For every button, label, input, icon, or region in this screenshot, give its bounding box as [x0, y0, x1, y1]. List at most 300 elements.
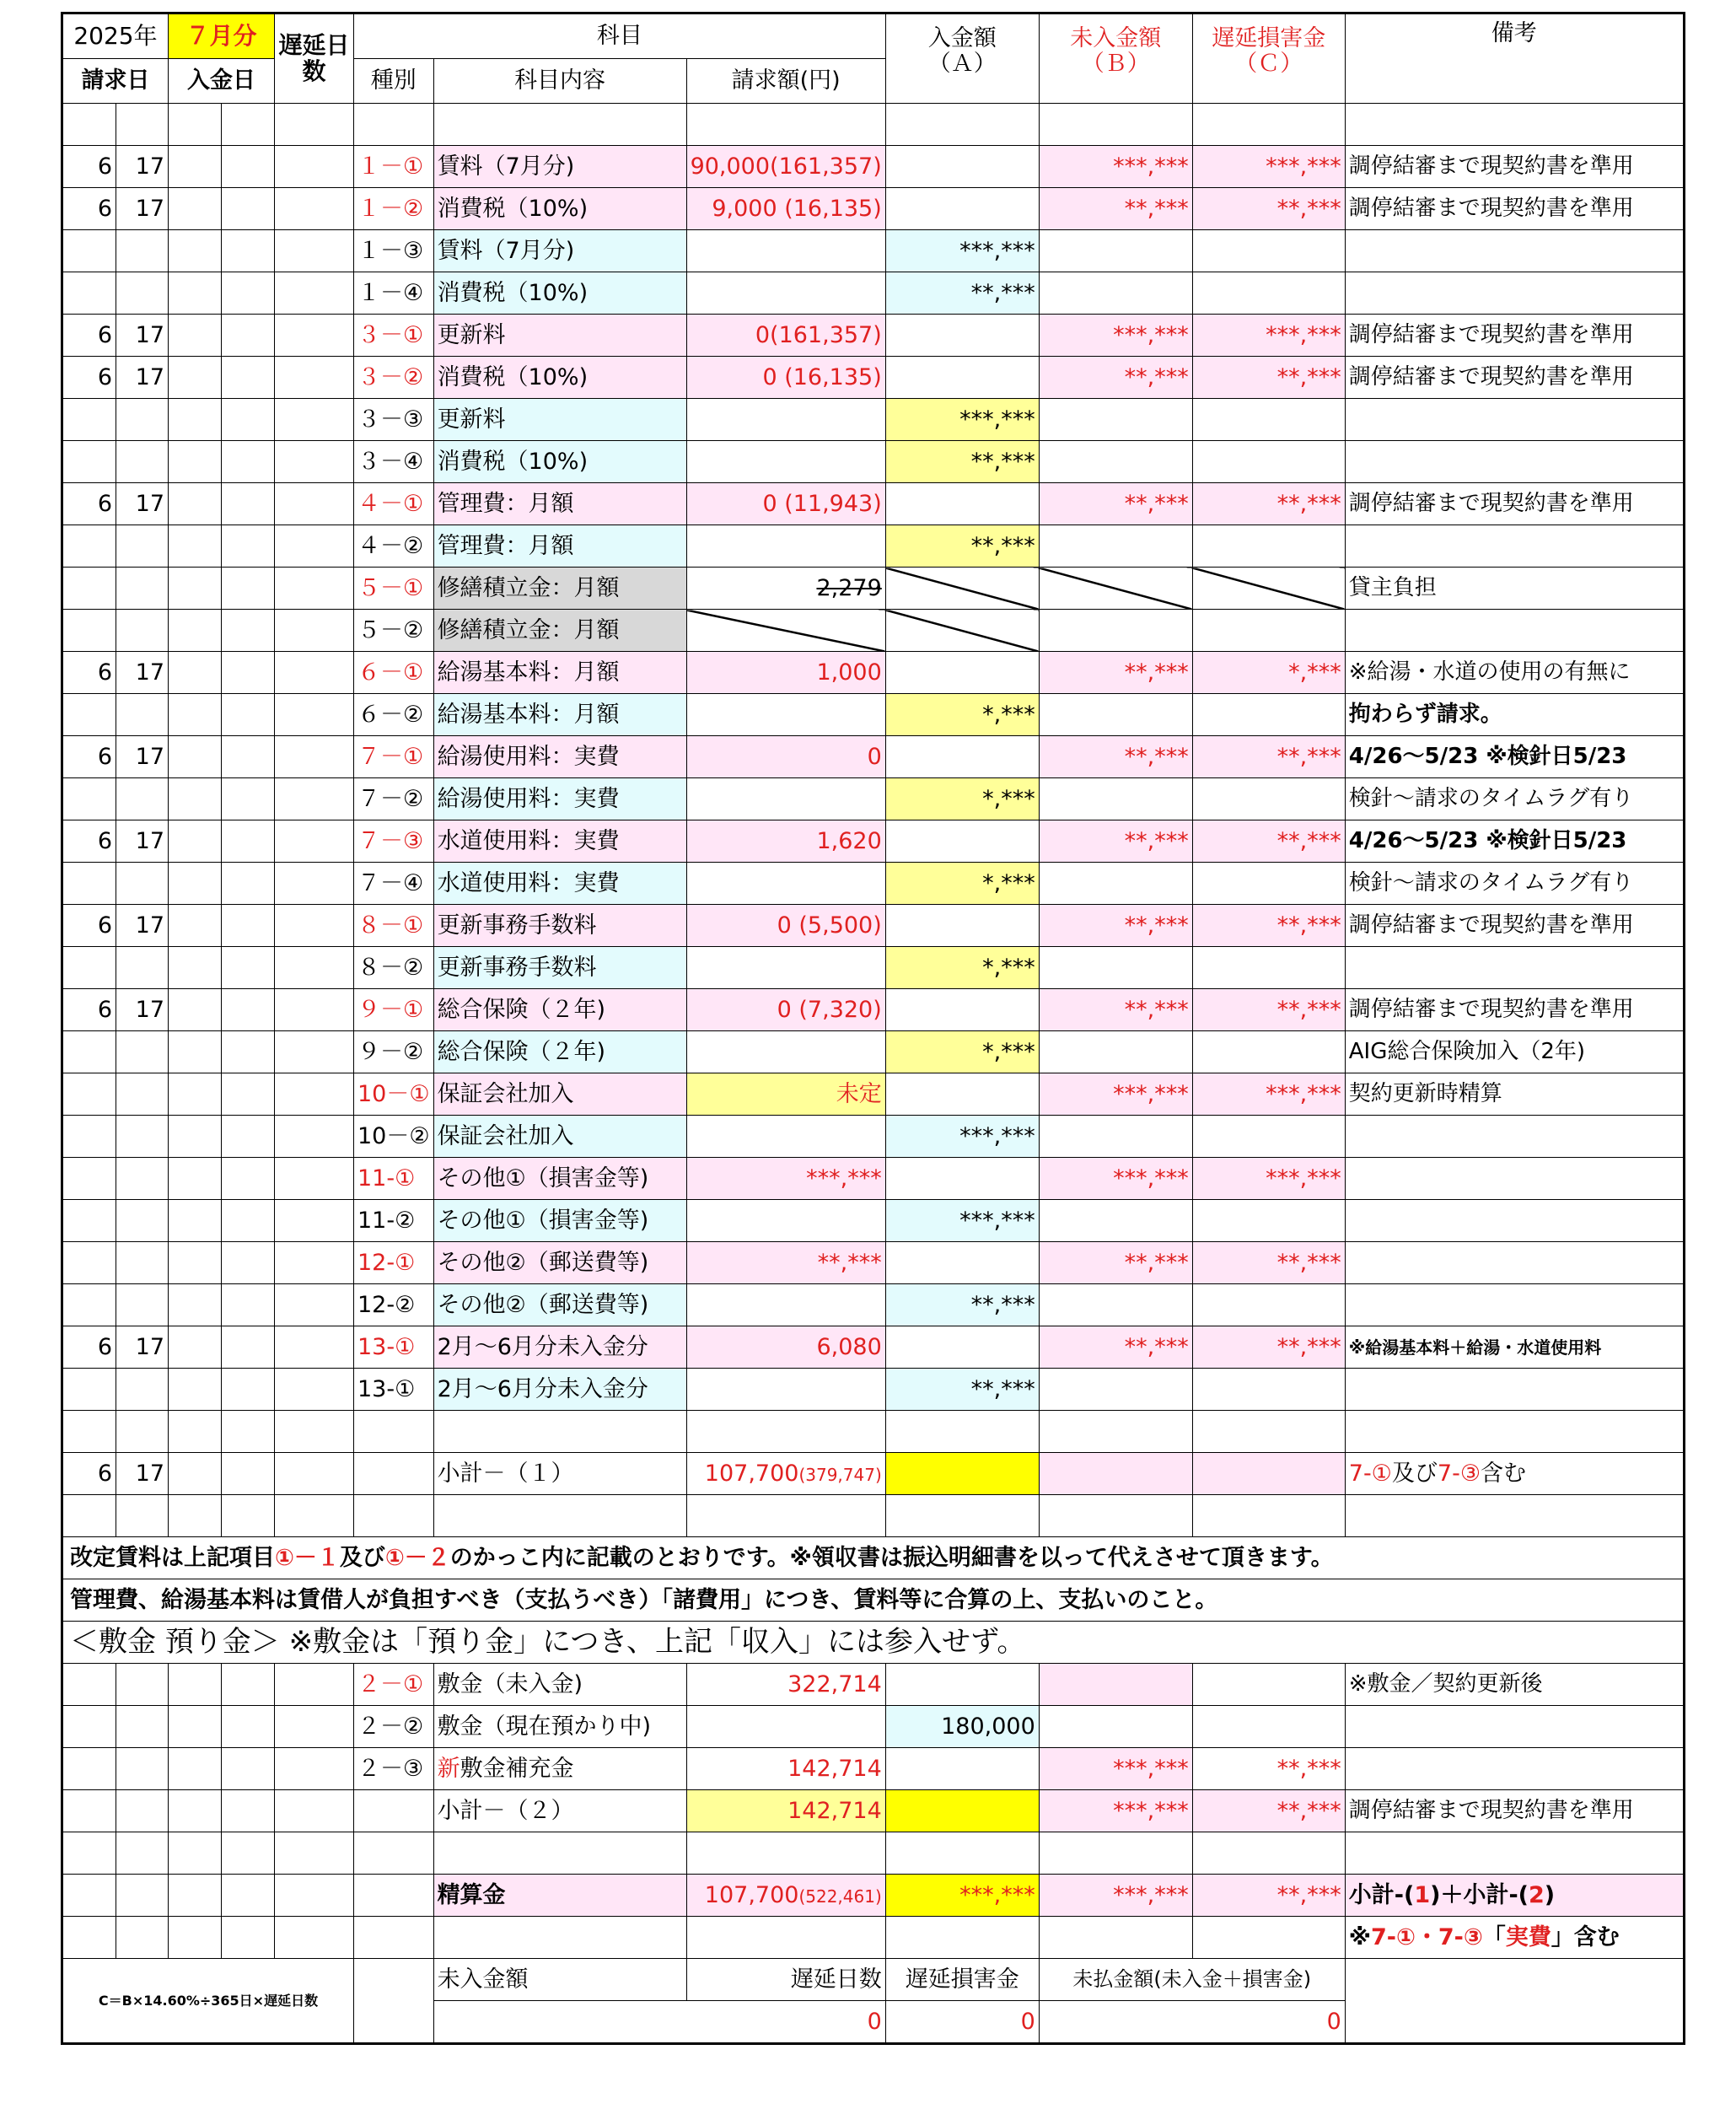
table-row	[62, 694, 1685, 736]
subtotal1-row	[62, 1453, 1685, 1495]
item-code: ４－①	[354, 483, 434, 525]
subtotal2-damage: **,***	[1192, 1790, 1345, 1832]
unpaid-amount: **,***	[1039, 1326, 1192, 1369]
billed-amount: **,***	[686, 1242, 885, 1284]
subtotal1-label: 小計－（１）	[433, 1453, 686, 1495]
unpaid-amount: **,***	[1039, 357, 1192, 399]
unpaid-amount	[1039, 947, 1192, 989]
billed-amount: ***,***	[686, 1158, 885, 1200]
item-content: 給湯使用料：実費	[433, 778, 686, 820]
subtotal2-received	[885, 1790, 1039, 1832]
deposit-received	[885, 1664, 1039, 1706]
billing-day	[116, 568, 169, 610]
row-note: 契約更新時精算	[1345, 1073, 1684, 1116]
unpaid-amount: **,***	[1039, 188, 1192, 230]
received-amount: *,***	[885, 778, 1039, 820]
table-row	[62, 188, 1685, 230]
unpaid-amount: **,***	[1039, 652, 1192, 694]
item-code: １－③	[354, 230, 434, 272]
blank-row	[62, 1495, 1685, 1537]
item-code: ８－②	[354, 947, 434, 989]
billing-month: 6	[62, 736, 116, 778]
billed-amount: 0 (16,135)	[686, 357, 885, 399]
damage-formula: C＝B×14.60%÷365日×遅延日数	[62, 1959, 354, 2044]
deposit-note	[1345, 1706, 1684, 1748]
received-amount: **,***	[885, 272, 1039, 315]
received-amount: ***,***	[885, 230, 1039, 272]
late-damage	[1192, 272, 1345, 315]
deposit-note	[1345, 1748, 1684, 1790]
item-code: 11-②	[354, 1200, 434, 1242]
item-code: 10－②	[354, 1116, 434, 1158]
item-content: 消費税（10%)	[433, 272, 686, 315]
late-damage: ***,***	[1192, 1158, 1345, 1200]
received-amount	[885, 652, 1039, 694]
amount-header: 請求額(円)	[686, 59, 885, 104]
billing-day	[116, 947, 169, 989]
delay-days-header: 遅延日数	[275, 13, 354, 104]
billing-month: 6	[62, 905, 116, 947]
table-row	[62, 736, 1685, 778]
table-row	[62, 525, 1685, 568]
table-row	[62, 1073, 1685, 1116]
billing-month	[62, 1116, 116, 1158]
item-content: 給湯基本料：月額	[433, 694, 686, 736]
billed-amount: 1,000	[686, 652, 885, 694]
footer-total-value: 0	[1039, 2001, 1345, 2044]
item-code: ３－①	[354, 315, 434, 357]
subtotal2-label: 小計－（２）	[433, 1790, 686, 1832]
item-code: ９－②	[354, 1031, 434, 1073]
table-row	[62, 441, 1685, 483]
billing-month: 6	[62, 820, 116, 863]
row-note	[1345, 441, 1684, 483]
received-amount	[885, 989, 1039, 1031]
billing-day: 17	[116, 188, 169, 230]
month-cell: ７月分	[169, 13, 275, 59]
row-note	[1345, 1242, 1684, 1284]
item-code: 10－①	[354, 1073, 434, 1116]
billing-day	[116, 1031, 169, 1073]
deposit-received	[885, 1748, 1039, 1790]
damage-header: 遅延損害金 （Ｃ）	[1192, 13, 1345, 104]
late-damage	[1192, 399, 1345, 441]
billing-month	[62, 272, 116, 315]
late-damage: **,***	[1192, 1242, 1345, 1284]
billing-month	[62, 863, 116, 905]
billing-day: 17	[116, 1326, 169, 1369]
billing-day: 17	[116, 357, 169, 399]
billing-day: 17	[116, 820, 169, 863]
billing-day: 17	[116, 652, 169, 694]
deposit-unpaid: ***,***	[1039, 1748, 1192, 1790]
blank-row	[62, 1832, 1685, 1875]
item-code: ８－①	[354, 905, 434, 947]
received-amount: **,***	[885, 1284, 1039, 1326]
deposit-received: 180,000	[885, 1706, 1039, 1748]
item-code: ７－②	[354, 778, 434, 820]
billed-amount	[686, 1284, 885, 1326]
item-code: 13-①	[354, 1369, 434, 1411]
row-note	[1345, 399, 1684, 441]
deposit-amount	[686, 1706, 885, 1748]
row-note	[1345, 1284, 1684, 1326]
row-note: 調停結審まで現契約書を準用	[1345, 989, 1684, 1031]
row-note: ※給湯基本料＋給湯・水道使用料	[1345, 1326, 1684, 1369]
footer-unpaid-label: 未入金額	[433, 1959, 686, 2001]
deposit-unpaid	[1039, 1664, 1192, 1706]
billing-month: 6	[62, 146, 116, 188]
deposit-amount: 142,714	[686, 1748, 885, 1790]
late-damage	[1192, 947, 1345, 989]
billing-day: 17	[116, 1453, 169, 1495]
billing-month: 6	[62, 357, 116, 399]
table-row	[62, 483, 1685, 525]
item-content: 管理費：月額	[433, 525, 686, 568]
item-content: 保証会社加入	[433, 1073, 686, 1116]
item-code: ４－②	[354, 525, 434, 568]
deposit-code: ２－①	[354, 1664, 434, 1706]
received-amount: *,***	[885, 694, 1039, 736]
billing-month	[62, 947, 116, 989]
settlement-amount: 107,700(522,461)	[686, 1875, 885, 1917]
received-amount	[885, 357, 1039, 399]
unpaid-amount	[1039, 778, 1192, 820]
unpaid-amount	[1039, 272, 1192, 315]
row-note: ※給湯・水道の使用の有無に	[1345, 652, 1684, 694]
billed-amount	[686, 441, 885, 483]
row-note: 4/26～5/23 ※検針日5/23	[1345, 736, 1684, 778]
item-content: 水道使用料：実費	[433, 820, 686, 863]
row-note: 拘わらず請求。	[1345, 694, 1684, 736]
billing-month	[62, 230, 116, 272]
billing-day	[116, 230, 169, 272]
table-row	[62, 1242, 1685, 1284]
billed-amount	[686, 1200, 885, 1242]
unpaid-amount	[1039, 863, 1192, 905]
item-code: 13-①	[354, 1326, 434, 1369]
deposit-item: 敷金（未入金)	[433, 1664, 686, 1706]
billing-day	[116, 694, 169, 736]
billing-month	[62, 568, 116, 610]
billing-day	[116, 441, 169, 483]
unpaid-amount: ***,***	[1039, 315, 1192, 357]
late-damage	[1192, 568, 1345, 610]
billing-day: 17	[116, 146, 169, 188]
billing-day	[116, 1284, 169, 1326]
billing-month	[62, 1073, 116, 1116]
subtotal1-amount: 107,700(379,747)	[686, 1453, 885, 1495]
received-amount: ***,***	[885, 1116, 1039, 1158]
billing-day: 17	[116, 483, 169, 525]
deposit-code: ２－③	[354, 1748, 434, 1790]
item-code: １－①	[354, 146, 434, 188]
item-code: 11-①	[354, 1158, 434, 1200]
item-code: ７－④	[354, 863, 434, 905]
item-content: 賃料（7月分)	[433, 230, 686, 272]
late-damage: ***,***	[1192, 1073, 1345, 1116]
item-code: １－②	[354, 188, 434, 230]
footer-unpaid-value: 0	[433, 2001, 885, 2044]
table-row	[62, 230, 1685, 272]
table-row	[62, 989, 1685, 1031]
unpaid-amount	[1039, 694, 1192, 736]
received-amount	[885, 1242, 1039, 1284]
message-row-3	[62, 1622, 1685, 1664]
received-amount: ***,***	[885, 399, 1039, 441]
deposit-amount: 322,714	[686, 1664, 885, 1706]
billing-day	[116, 778, 169, 820]
table-row	[62, 905, 1685, 947]
late-damage: **,***	[1192, 483, 1345, 525]
row-note: 調停結審まで現契約書を準用	[1345, 146, 1684, 188]
billing-day	[116, 1073, 169, 1116]
unpaid-amount	[1039, 1200, 1192, 1242]
unpaid-amount	[1039, 230, 1192, 272]
billing-month: 6	[62, 652, 116, 694]
billed-amount	[686, 694, 885, 736]
billed-amount	[686, 272, 885, 315]
billed-amount: 0 (11,943)	[686, 483, 885, 525]
footer-total-label: 未払金額(未入金＋損害金)	[1039, 1959, 1345, 2001]
table-row	[62, 315, 1685, 357]
billed-amount: 0(161,357)	[686, 315, 885, 357]
billing-day	[116, 1116, 169, 1158]
billing-month	[62, 778, 116, 820]
footer-damage-value: 0	[885, 2001, 1039, 2044]
late-damage: **,***	[1192, 1326, 1345, 1369]
item-code: ９－①	[354, 989, 434, 1031]
item-content: 2月～6月分未入金分	[433, 1326, 686, 1369]
billing-month	[62, 1284, 116, 1326]
payment-day-header: 入金日	[169, 59, 275, 104]
item-code: ３－④	[354, 441, 434, 483]
content-header: 科目内容	[433, 59, 686, 104]
late-damage	[1192, 778, 1345, 820]
billing-day: 17	[116, 989, 169, 1031]
message-row-2	[62, 1579, 1685, 1622]
unpaid-amount	[1039, 1369, 1192, 1411]
unpaid-amount	[1039, 441, 1192, 483]
late-damage	[1192, 610, 1345, 652]
late-damage: **,***	[1192, 188, 1345, 230]
billed-amount	[686, 863, 885, 905]
unpaid-amount: **,***	[1039, 483, 1192, 525]
item-content: その他②（郵送費等)	[433, 1242, 686, 1284]
billing-month: 6	[62, 1453, 116, 1495]
billed-amount: 90,000(161,357)	[686, 146, 885, 188]
billed-amount: 9,000 (16,135)	[686, 188, 885, 230]
settlement-damage: **,***	[1192, 1875, 1345, 1917]
late-damage: *,***	[1192, 652, 1345, 694]
year-cell: 2025年	[62, 13, 169, 59]
message-line-2: 管理費、給湯基本料は賃借人が負担すべき（支払うべき）「諸費用」につき、賃料等に合算の上、支払いのこと。	[62, 1579, 1685, 1622]
unpaid-amount: **,***	[1039, 1242, 1192, 1284]
row-note: 調停結審まで現契約書を準用	[1345, 905, 1684, 947]
row-note: 貸主負担	[1345, 568, 1684, 610]
late-damage: **,***	[1192, 357, 1345, 399]
item-content: 消費税（10%)	[433, 441, 686, 483]
row-note	[1345, 1116, 1684, 1158]
item-content: 修繕積立金：月額	[433, 610, 686, 652]
billed-amount	[686, 399, 885, 441]
late-damage: **,***	[1192, 905, 1345, 947]
billed-amount	[686, 525, 885, 568]
billing-day	[116, 1369, 169, 1411]
row-note	[1345, 947, 1684, 989]
settlement-received: ***,***	[885, 1875, 1039, 1917]
billing-day	[116, 1242, 169, 1284]
late-damage: **,***	[1192, 736, 1345, 778]
deposit-damage	[1192, 1706, 1345, 1748]
billing-day	[116, 272, 169, 315]
table-row	[62, 947, 1685, 989]
table-row	[62, 778, 1685, 820]
late-damage	[1192, 694, 1345, 736]
footer-damage-label: 遅延損害金	[885, 1959, 1039, 2001]
billing-month	[62, 525, 116, 568]
item-content: 総合保険（２年)	[433, 1031, 686, 1073]
unpaid-amount	[1039, 610, 1192, 652]
late-damage: **,***	[1192, 989, 1345, 1031]
billing-day	[116, 1158, 169, 1200]
item-code: ７－①	[354, 736, 434, 778]
late-damage	[1192, 1031, 1345, 1073]
received-amount	[885, 610, 1039, 652]
received-amount	[885, 820, 1039, 863]
billing-month	[62, 1031, 116, 1073]
subtotal1-note: 7-①及び7-③含む	[1345, 1453, 1684, 1495]
row-note: 調停結審まで現契約書を準用	[1345, 315, 1684, 357]
late-damage: ***,***	[1192, 146, 1345, 188]
billing-month	[62, 1369, 116, 1411]
received-amount	[885, 483, 1039, 525]
settlement-row	[62, 1875, 1685, 1917]
received-header: 入金額 （Ａ）	[885, 13, 1039, 104]
blank-row	[62, 1411, 1685, 1453]
unpaid-amount	[1039, 1284, 1192, 1326]
table-row	[62, 1158, 1685, 1200]
notes-header: 備考	[1345, 13, 1684, 104]
table-row	[62, 357, 1685, 399]
deposit-row	[62, 1748, 1685, 1790]
row-note	[1345, 272, 1684, 315]
row-note	[1345, 1158, 1684, 1200]
table-row	[62, 1200, 1685, 1242]
deposit-item: 敷金（現在預かり中)	[433, 1706, 686, 1748]
item-code: ７－③	[354, 820, 434, 863]
billing-day-header: 請求日	[62, 59, 169, 104]
billed-amount: 6,080	[686, 1326, 885, 1369]
billed-amount: 1,620	[686, 820, 885, 863]
unpaid-amount	[1039, 399, 1192, 441]
item-content: 消費税（10%)	[433, 357, 686, 399]
billed-amount	[686, 947, 885, 989]
table-row	[62, 863, 1685, 905]
billing-day	[116, 610, 169, 652]
row-note	[1345, 1200, 1684, 1242]
unpaid-header: 未入金額 （Ｂ）	[1039, 13, 1192, 104]
message-line-3: ＜敷金 預り金＞ ※敷金は「預り金」につき、上記「収入」には参入せず。	[62, 1622, 1685, 1664]
settlement-note-row	[62, 1917, 1685, 1959]
item-content: 保証会社加入	[433, 1116, 686, 1158]
unpaid-amount: ***,***	[1039, 1073, 1192, 1116]
billed-amount	[686, 778, 885, 820]
billing-month	[62, 1200, 116, 1242]
item-content: 2月～6月分未入金分	[433, 1369, 686, 1411]
item-content: 修繕積立金：月額	[433, 568, 686, 610]
billing-day: 17	[116, 315, 169, 357]
table-row	[62, 820, 1685, 863]
item-content: 給湯基本料：月額	[433, 652, 686, 694]
received-amount	[885, 188, 1039, 230]
late-damage	[1192, 1200, 1345, 1242]
unpaid-amount: **,***	[1039, 736, 1192, 778]
late-damage	[1192, 441, 1345, 483]
received-amount	[885, 146, 1039, 188]
table-row	[62, 1116, 1685, 1158]
table-row	[62, 610, 1685, 652]
billing-day: 17	[116, 736, 169, 778]
billing-month: 6	[62, 483, 116, 525]
table-row	[62, 1284, 1685, 1326]
unpaid-amount: **,***	[1039, 820, 1192, 863]
subtotal2-note: 調停結審まで現契約書を準用	[1345, 1790, 1684, 1832]
received-amount: *,***	[885, 1031, 1039, 1073]
settlement-note: 小計-(1)＋小計-(2)	[1345, 1875, 1684, 1917]
item-code: ３－②	[354, 357, 434, 399]
row-note: 調停結審まで現契約書を準用	[1345, 357, 1684, 399]
billed-amount: 0 (7,320)	[686, 989, 885, 1031]
row-note	[1345, 230, 1684, 272]
billing-day	[116, 863, 169, 905]
deposit-row	[62, 1706, 1685, 1748]
item-content: 更新料	[433, 399, 686, 441]
deposit-damage: **,***	[1192, 1748, 1345, 1790]
deposit-row	[62, 1664, 1685, 1706]
received-amount	[885, 1073, 1039, 1116]
late-damage	[1192, 525, 1345, 568]
billed-amount	[686, 230, 885, 272]
item-code: 12-①	[354, 1242, 434, 1284]
billing-day	[116, 399, 169, 441]
billed-amount: 未定	[686, 1073, 885, 1116]
subtotal1-received	[885, 1453, 1039, 1495]
row-note: AIG総合保険加入（2年)	[1345, 1031, 1684, 1073]
received-amount: **,***	[885, 1369, 1039, 1411]
received-amount: *,***	[885, 947, 1039, 989]
deposit-damage	[1192, 1664, 1345, 1706]
billing-month: 6	[62, 188, 116, 230]
billing-ledger-table	[61, 12, 1685, 2045]
item-code: ５－①	[354, 568, 434, 610]
item-code: １－④	[354, 272, 434, 315]
billed-amount	[686, 1116, 885, 1158]
received-amount: *,***	[885, 863, 1039, 905]
row-note: 4/26～5/23 ※検針日5/23	[1345, 820, 1684, 863]
received-amount	[885, 905, 1039, 947]
item-content: その他①（損害金等)	[433, 1158, 686, 1200]
unpaid-amount: **,***	[1039, 905, 1192, 947]
settlement-unpaid: ***,***	[1039, 1875, 1192, 1917]
item-code: 12-②	[354, 1284, 434, 1326]
table-row	[62, 1326, 1685, 1369]
late-damage	[1192, 863, 1345, 905]
table-row	[62, 1369, 1685, 1411]
item-content: 賃料（7月分)	[433, 146, 686, 188]
subtotal2-unpaid: ***,***	[1039, 1790, 1192, 1832]
item-code: ６－②	[354, 694, 434, 736]
